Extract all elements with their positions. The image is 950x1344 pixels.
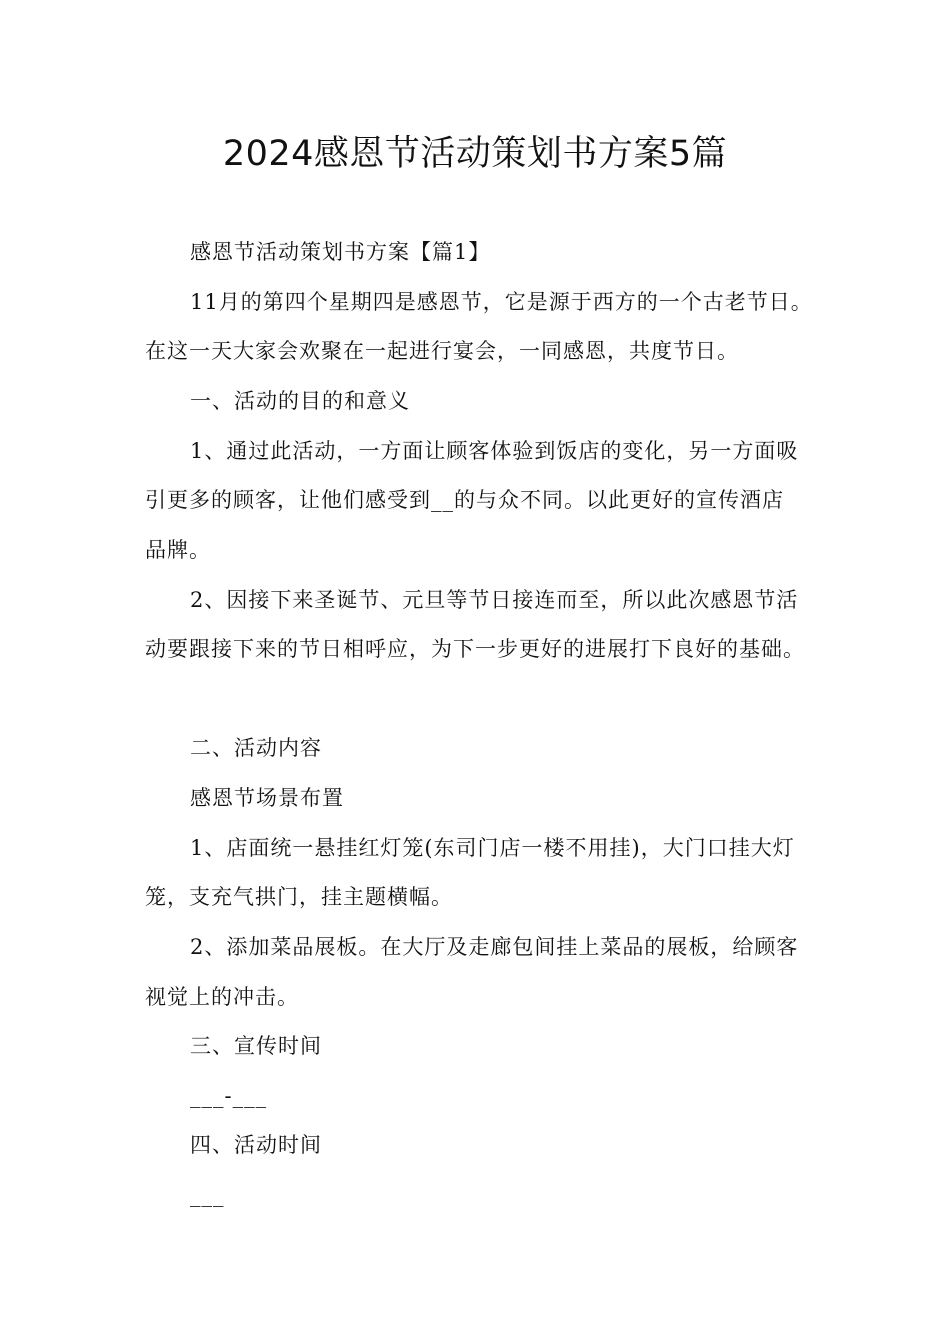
paragraph-line: 引更多的顾客，让他们感受到__的与众不同。以此更好的宣传酒店 [145, 488, 784, 512]
section-heading-content: 二、活动内容 [190, 736, 322, 760]
paragraph-line: 在这一天大家会欢聚在一起进行宴会，一同感恩，共度节日。 [145, 339, 739, 363]
paragraph-line: 动要跟接下来的节日相呼应，为下一步更好的进展打下良好的基础。 [145, 637, 805, 661]
paragraph-line: 1、通过此活动，一方面让顾客体验到饭店的变化，另一方面吸 [190, 439, 799, 463]
paragraph-line: 笼，支充气拱门，挂主题横幅。 [145, 885, 453, 909]
paragraph-line: 2、添加菜品展板。在大厅及走廊包间挂上菜品的展板，给顾客 [190, 935, 799, 959]
section-heading-promotion-time: 三、宣传时间 [190, 1034, 322, 1058]
paragraph-line: 视觉上的冲击。 [145, 985, 299, 1009]
subheading-scene-setup: 感恩节场景布置 [190, 786, 344, 810]
paragraph-line: 2、因接下来圣诞节、元旦等节日接连而至，所以此次感恩节活 [190, 588, 799, 612]
paragraph-line: 11月的第四个星期四是感恩节，它是源于西方的一个古老节日。 [190, 290, 813, 314]
section-heading-activity-time: 四、活动时间 [190, 1133, 322, 1157]
section-heading-purpose: 一、活动的目的和意义 [190, 389, 410, 413]
blank-placeholder: ___-___ [190, 1084, 268, 1108]
section-heading-plan-1: 感恩节活动策划书方案【篇1】 [190, 240, 491, 264]
paragraph-line: 品牌。 [145, 538, 211, 562]
document-title: 2024感恩节活动策划书方案5篇 [222, 134, 728, 174]
blank-placeholder: ___ [190, 1183, 225, 1207]
paragraph-line: 1、店面统一悬挂红灯笼(东司门店一楼不用挂)，大门口挂大灯 [190, 836, 795, 860]
